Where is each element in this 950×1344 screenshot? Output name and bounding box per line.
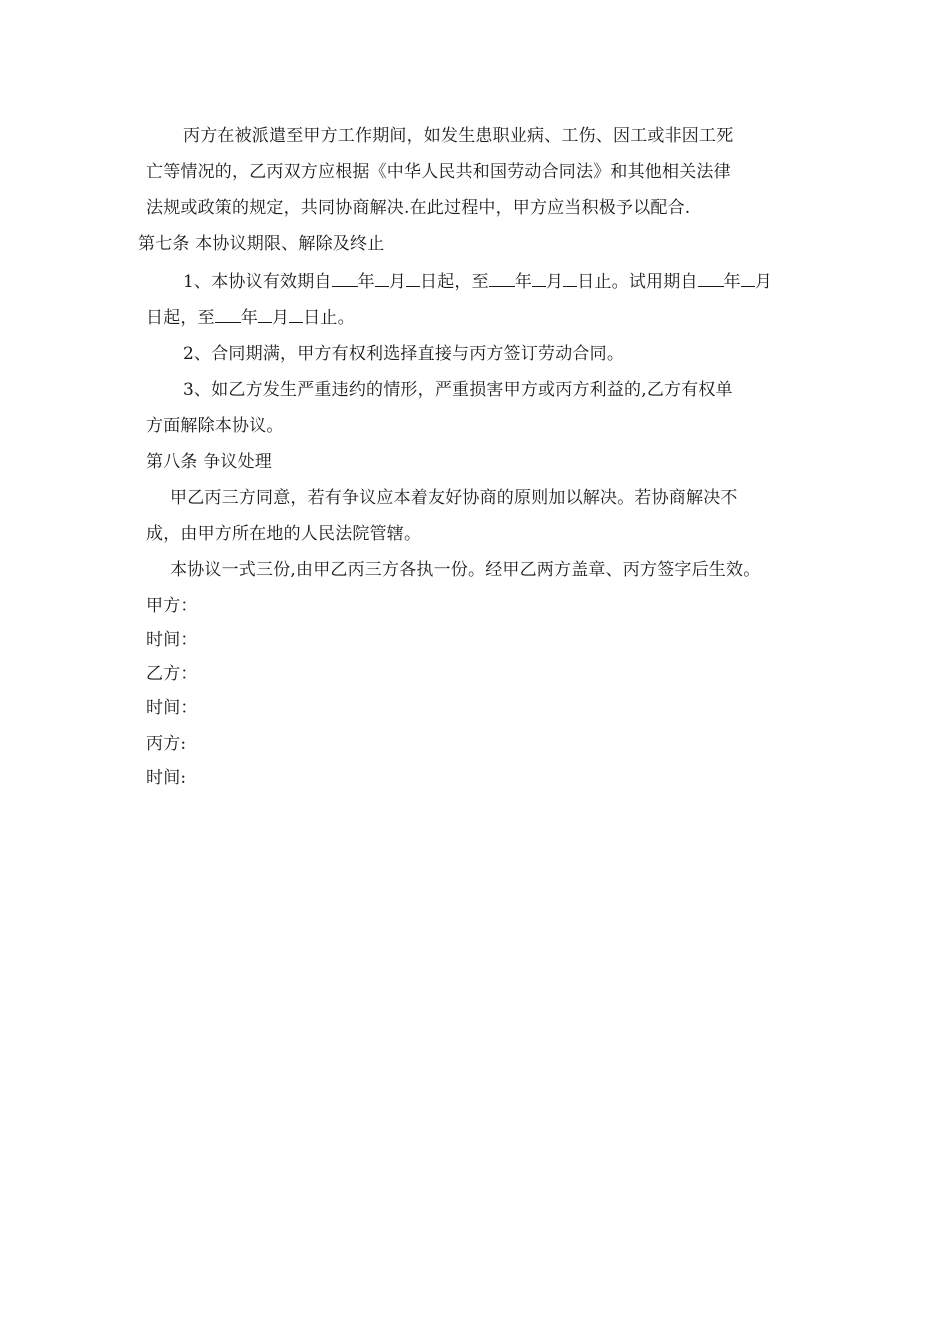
- article-7-item-1-line-2: [146, 306, 355, 329]
- blank-field: [489, 270, 515, 287]
- closing-statement: 本协议一式三份,由甲乙丙三方各执一份。经甲乙两方盖章、丙方签字后生效。: [170, 560, 761, 580]
- article-8-heading: 第八条 争议处理: [146, 452, 273, 472]
- article-7-item-1-line-1: [183, 270, 772, 293]
- text-segment: 年: [514, 272, 533, 292]
- text-segment: 日起，至: [420, 272, 489, 292]
- article-8-para-line-1: 甲乙丙三方同意，若有争议应本着友好协商的原则加以解决。若协商解决不: [170, 488, 738, 508]
- blank-field: [375, 270, 389, 287]
- signature-time-c: 时间:: [146, 768, 187, 788]
- signature-party-a: 甲方：: [146, 596, 198, 616]
- blank-field: [258, 306, 272, 323]
- text-segment: 年: [240, 308, 259, 328]
- article-7-item-3-line-2: 方面解除本协议。: [146, 416, 284, 436]
- text-segment: 日止。试用期自: [577, 272, 698, 292]
- blank-field: [406, 270, 420, 287]
- text-segment: 日止。: [303, 308, 355, 328]
- text-segment: 日起，至: [146, 308, 215, 328]
- text-segment: 月: [754, 272, 773, 292]
- blank-field: [532, 270, 546, 287]
- signature-time-b: 时间：: [146, 698, 198, 718]
- text-segment: 月: [546, 272, 564, 292]
- intro-line-3: 法规或政策的规定，共同协商解决.在此过程中，甲方应当积极予以配合.: [146, 198, 691, 218]
- intro-line-2: 亡等情况的，乙丙双方应根据《中华人民共和国劳动合同法》和其他相关法律: [146, 162, 731, 182]
- intro-line-1: 丙方在被派遣至甲方工作期间，如发生患职业病、工伤、因工或非因工死: [183, 126, 734, 146]
- blank-field: [741, 270, 755, 287]
- article-7-item-3-line-1: 3、如乙方发生严重违约的情形，严重损害甲方或丙方利益的,乙方有权单: [183, 380, 733, 400]
- article-8-para-line-2: 成，由甲方所在地的人民法院管辖。: [146, 524, 422, 544]
- text-segment: 年: [357, 272, 375, 292]
- blank-field: [215, 306, 241, 323]
- text-segment: 月: [272, 308, 290, 328]
- signature-time-a: 时间：: [146, 630, 198, 650]
- text-segment: 月: [388, 272, 407, 292]
- text-segment: 年: [723, 272, 741, 292]
- blank-field: [563, 270, 577, 287]
- text-segment: 1、本协议有效期自: [183, 272, 332, 292]
- signature-party-b: 乙方：: [146, 664, 198, 684]
- blank-field: [289, 306, 303, 323]
- blank-field: [332, 270, 358, 287]
- signature-party-c: 丙方:: [146, 734, 187, 754]
- blank-field: [698, 270, 724, 287]
- article-7-item-2: 2、合同期满，甲方有权利选择直接与丙方签订劳动合同。: [183, 344, 625, 364]
- article-7-heading: 第七条 本协议期限、解除及终止: [138, 234, 385, 254]
